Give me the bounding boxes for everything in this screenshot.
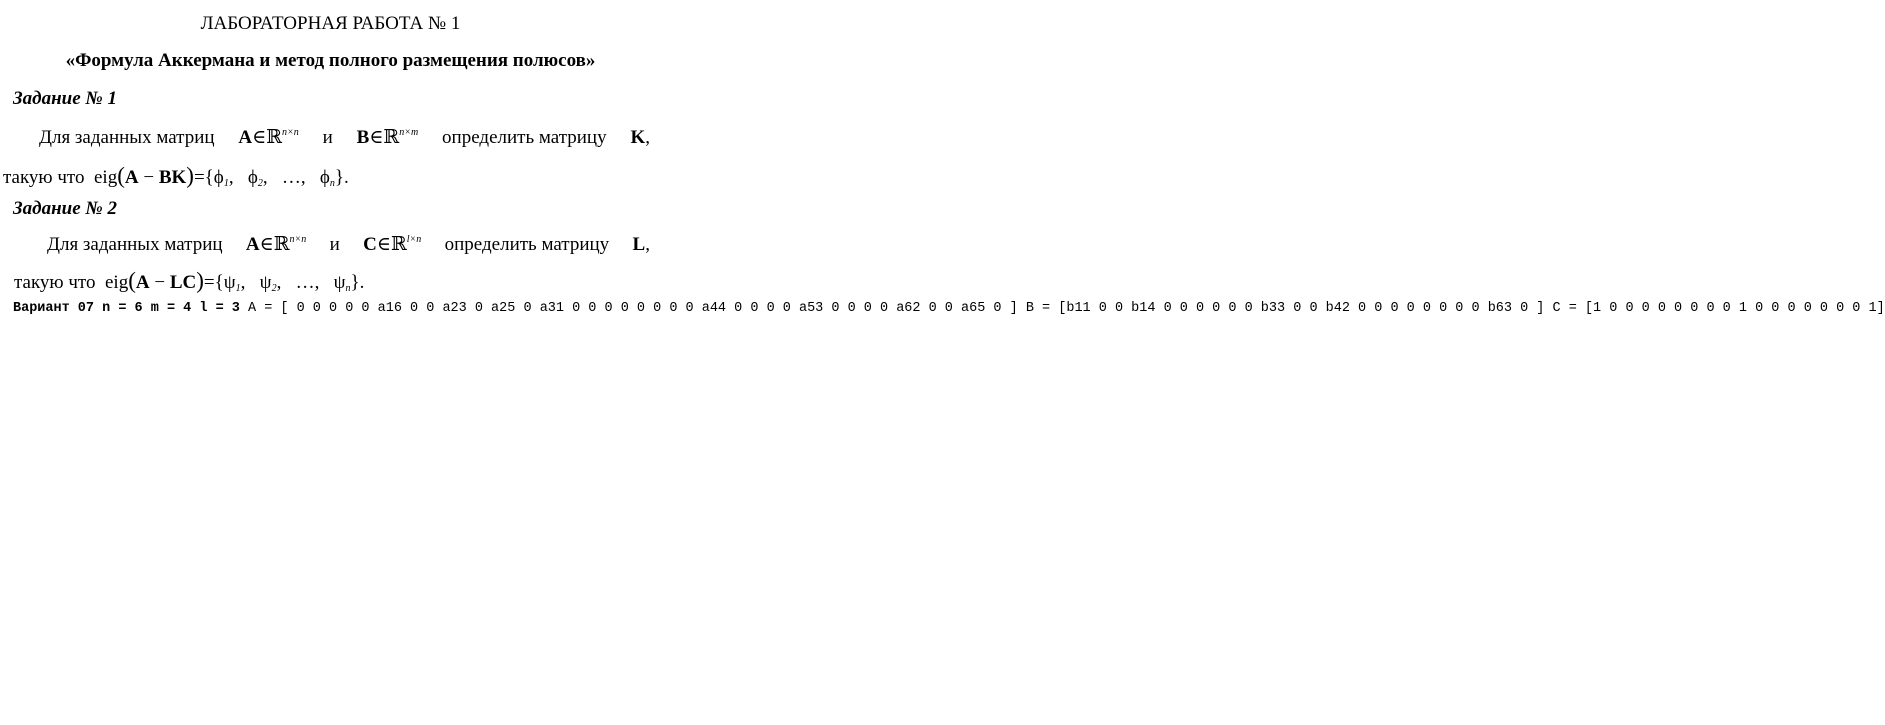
- task1-matrix-K: K,: [630, 127, 650, 148]
- task2-text-pre: Для заданных матриц: [47, 234, 223, 255]
- lab-subtitle: «Формула Аккермана и метод полного размещения полюсов»: [65, 50, 596, 71]
- task1-line2: такую что $eig(A - BK)=\{\phi_1$, $\phi_2$, …, $\phi_n$}.: [3, 163, 349, 189]
- matrix-B-row: 0 0 b63 0 ]: [1455, 301, 1545, 316]
- matrix-A-row: 0 0 a23 0 a25 0: [410, 301, 532, 316]
- task2-and: и: [329, 234, 340, 255]
- matrix-B-row: 0 0 b33 0: [1228, 301, 1302, 316]
- matrix-A-row: 0 0 0 a44 0 0: [653, 301, 759, 316]
- task2-heading: Задание № 2: [13, 198, 118, 219]
- matrix-C-row: 0 0 0 1 0 0: [1690, 301, 1780, 316]
- task1-line1: [13, 126, 650, 149]
- task2-line1: [13, 233, 650, 256]
- task2-matrix-L: L,: [632, 234, 650, 255]
- task2-matrix-A-expr: A∈ℝ$^{n\times n}$: [245, 234, 307, 255]
- matrix-C-row: 0 0 0 0 0 1]: [1787, 301, 1885, 316]
- param-m: m = 4: [150, 301, 192, 316]
- task1-matrix-A-expr: A∈ℝ$^{n\times n}$: [238, 127, 299, 148]
- matrix-C-row: C = [1 0 0 0 0 0: [1552, 301, 1683, 316]
- matrix-B-row: B = [b11 0 0 b14: [1025, 301, 1156, 316]
- task1-matrix-B-expr: B∈ℝ$^{n\times m}$: [356, 127, 419, 148]
- task2-matrix-C-expr: C∈ℝ$^{l\times n}$: [363, 234, 422, 255]
- task2-eig-expr: $eig(A - LC)=\{\psi_1$, $\psi_2$, …, $\psi_n$}.: [104, 268, 365, 294]
- task1-eig-expr: $eig(A - BK)=\{\phi_1$, $\phi_2$, …, $\phi_n$}.: [93, 163, 349, 189]
- task1-and: и: [322, 127, 333, 148]
- task2-line2: такую что $eig(A - LC)=\{\psi_1$, $\psi_2$, …, $\psi_n$}.: [14, 268, 365, 294]
- matrix-B-row: 0 b42 0 0: [1309, 301, 1383, 316]
- variant-block: [13, 300, 1885, 318]
- task1-heading: Задание № 1: [13, 88, 118, 109]
- matrix-A-row: 0 a62 0 0 a65 0 ]: [880, 301, 1018, 316]
- task1-text-post: определить матрицу: [442, 127, 607, 148]
- matrix-A-row: a31 0 0 0 0 0: [539, 301, 646, 316]
- page-title: ЛАБОРАТОРНАЯ РАБОТА № 1: [200, 13, 461, 34]
- task1-text-pre: Для заданных матриц: [39, 127, 215, 148]
- matrix-A-row: 0 0 a53 0 0 0: [766, 301, 872, 316]
- task2-text-post: определить матрицу: [444, 234, 610, 255]
- matrix-B-row: 0 0 0 0: [1163, 301, 1221, 316]
- matrix-A-row: A = [ 0 0 0 0 0 a16: [248, 301, 402, 316]
- matrix-B-row: 0 0 0 0: [1390, 301, 1448, 316]
- param-n: n = 6: [102, 301, 143, 316]
- param-l: l = 3: [199, 301, 240, 316]
- variant-label: Вариант 07: [13, 301, 95, 316]
